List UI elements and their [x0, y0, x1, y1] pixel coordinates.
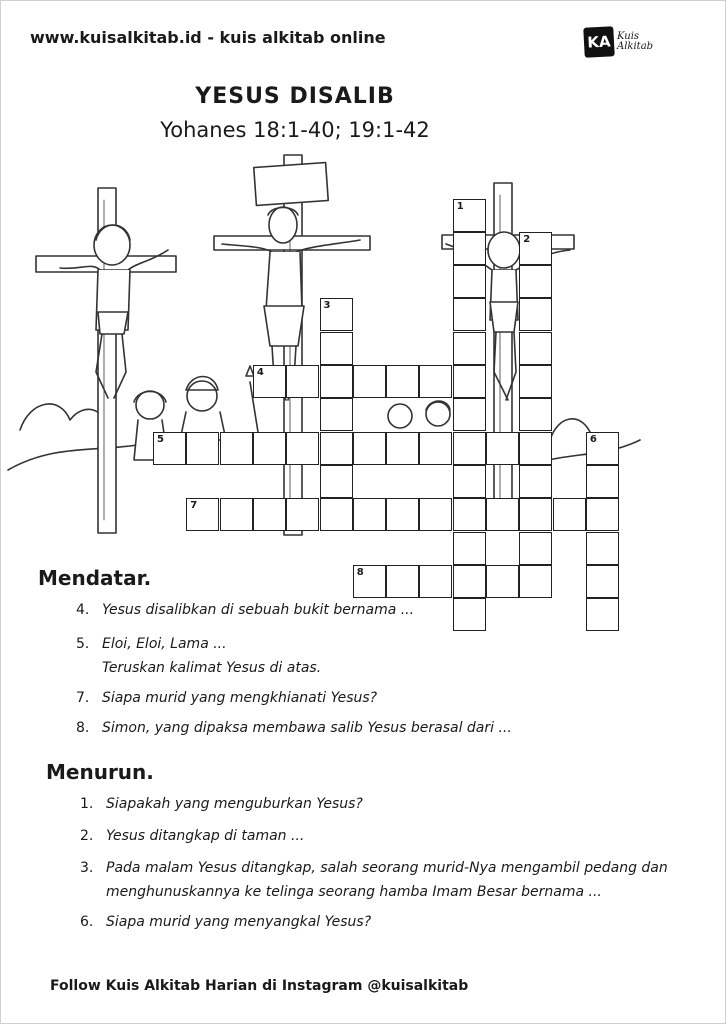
crossword-cell[interactable] — [519, 332, 552, 365]
crossword-cell[interactable] — [453, 232, 486, 265]
crossword-cell[interactable] — [419, 432, 452, 465]
crossword-cell[interactable] — [386, 498, 419, 531]
crossword-cell[interactable] — [453, 398, 486, 431]
crossword-cell[interactable] — [453, 498, 486, 531]
crossword-cell[interactable] — [386, 432, 419, 465]
crossword-cell[interactable] — [519, 365, 552, 398]
crossword-cell[interactable] — [253, 432, 286, 465]
crossword-cell[interactable] — [353, 498, 386, 531]
crossword-cell[interactable] — [419, 498, 452, 531]
logo — [584, 26, 653, 58]
crossword-cell[interactable] — [453, 565, 486, 598]
crossword-cell[interactable] — [286, 432, 319, 465]
crossword-cell[interactable] — [286, 498, 319, 531]
crossword-cell[interactable] — [486, 498, 519, 531]
crossword-cell[interactable] — [320, 465, 353, 498]
mendatar-clue-4: 4. Yesus disalibkan di sebuah bukit bernama ... — [76, 602, 415, 618]
crossword-cell[interactable] — [453, 465, 486, 498]
crossword-cell[interactable] — [386, 565, 419, 598]
crossword-cell[interactable] — [353, 432, 386, 465]
crossword-cell[interactable] — [519, 398, 552, 431]
crossword-cell[interactable] — [453, 432, 486, 465]
bush-left — [20, 404, 106, 435]
crossword-cell[interactable] — [186, 498, 219, 531]
crossword-cell[interactable] — [586, 465, 619, 498]
crossword-cell[interactable] — [519, 265, 552, 298]
crossword-cell[interactable] — [586, 432, 619, 465]
cell-number: 3 — [323, 300, 331, 312]
crossword-cell[interactable] — [286, 365, 319, 398]
crossword-cell[interactable] — [553, 498, 586, 531]
crossword-cell[interactable] — [486, 432, 519, 465]
menurun-clue-3: 3. Pada malam Yesus ditangkap, salah seorang murid-Nya mengambil pedang dan menghunuskannya ke telinga seorang hamba Imam Besar bernama ... — [80, 860, 668, 900]
site-url: www.kuisalkitab.id - kuis alkitab online — [30, 28, 386, 47]
crossword-cell[interactable] — [153, 432, 186, 465]
crossword-cell[interactable] — [453, 598, 486, 631]
crossword-cell[interactable] — [453, 365, 486, 398]
crossword-cell[interactable] — [586, 498, 619, 531]
crossword-cell[interactable] — [320, 298, 353, 331]
crossword-cell[interactable] — [220, 432, 253, 465]
crossword-cell[interactable] — [253, 498, 286, 531]
bush-mid — [550, 419, 590, 440]
crossword-cell[interactable] — [586, 532, 619, 565]
crossword-cell[interactable] — [453, 265, 486, 298]
crossword-cell[interactable] — [453, 298, 486, 331]
crossword-cell[interactable] — [419, 365, 452, 398]
crossword-cell[interactable] — [320, 432, 353, 465]
crossword-cell[interactable] — [519, 432, 552, 465]
cell-number: 2 — [523, 233, 531, 245]
logo-mark: KA — [583, 26, 615, 58]
cell-number: 1 — [456, 200, 464, 212]
crossword-cell[interactable] — [220, 498, 253, 531]
logo-text — [617, 32, 653, 52]
crossword-cell[interactable] — [519, 565, 552, 598]
page-subtitle: Yohanes 18:1-40; 19:1-42 — [160, 118, 430, 142]
mendatar-clue-7: 7. Siapa murid yang mengkhianati Yesus? — [76, 690, 378, 706]
menurun-heading: Menurun. — [46, 760, 154, 784]
crossword-cell[interactable] — [519, 465, 552, 498]
crossword-cell[interactable] — [386, 365, 419, 398]
crossword-cell[interactable] — [453, 199, 486, 232]
crossword-cell[interactable] — [320, 332, 353, 365]
crossword-cell[interactable] — [453, 332, 486, 365]
crossword-cell[interactable] — [519, 298, 552, 331]
crossword-cell[interactable] — [253, 365, 286, 398]
mendatar-clue-5: 5. Eloi, Eloi, Lama ... Teruskan kalimat Yesus di atas. — [76, 636, 322, 676]
cell-number: 4 — [256, 367, 264, 378]
crossword-cell[interactable] — [353, 365, 386, 398]
logo-line-2: Alkitab — [617, 41, 654, 52]
menurun-clue-2: 2. Yesus ditangkap di taman ... — [80, 828, 305, 844]
crossword-cell[interactable] — [519, 532, 552, 565]
crossword-cell[interactable] — [486, 565, 519, 598]
mendatar-heading: Mendatar. — [38, 566, 152, 590]
menurun-clue-1: 1. Siapakah yang menguburkan Yesus? — [80, 796, 363, 812]
cell-number: 7 — [190, 500, 198, 512]
cell-number: 8 — [356, 566, 364, 578]
cell-number: 5 — [157, 433, 164, 445]
page-title: YESUS DISALIB — [195, 84, 395, 109]
cell-number: 6 — [589, 433, 597, 445]
logo-line-1: Kuis — [617, 31, 640, 42]
crossword-cell[interactable] — [320, 498, 353, 531]
crossword-cell[interactable] — [519, 498, 552, 531]
crossword-cell[interactable] — [353, 565, 386, 598]
crossword-cell[interactable] — [320, 398, 353, 431]
crossword-cell[interactable] — [320, 365, 353, 398]
crossword-cell[interactable] — [586, 598, 619, 631]
crossword-cell[interactable] — [519, 232, 552, 265]
menurun-clue-6: 6. Siapa murid yang menyangkal Yesus? — [80, 914, 372, 930]
mendatar-clue-8: 8. Simon, yang dipaksa membawa salib Yesus berasal dari ... — [76, 720, 512, 736]
footer-note: Follow Kuis Alkitab Harian di Instagram @kuisalkitab — [50, 978, 469, 994]
crossword-cell[interactable] — [586, 565, 619, 598]
crossword-cell[interactable] — [186, 432, 219, 465]
crossword-cell[interactable] — [419, 565, 452, 598]
crossword-cell[interactable] — [453, 532, 486, 565]
